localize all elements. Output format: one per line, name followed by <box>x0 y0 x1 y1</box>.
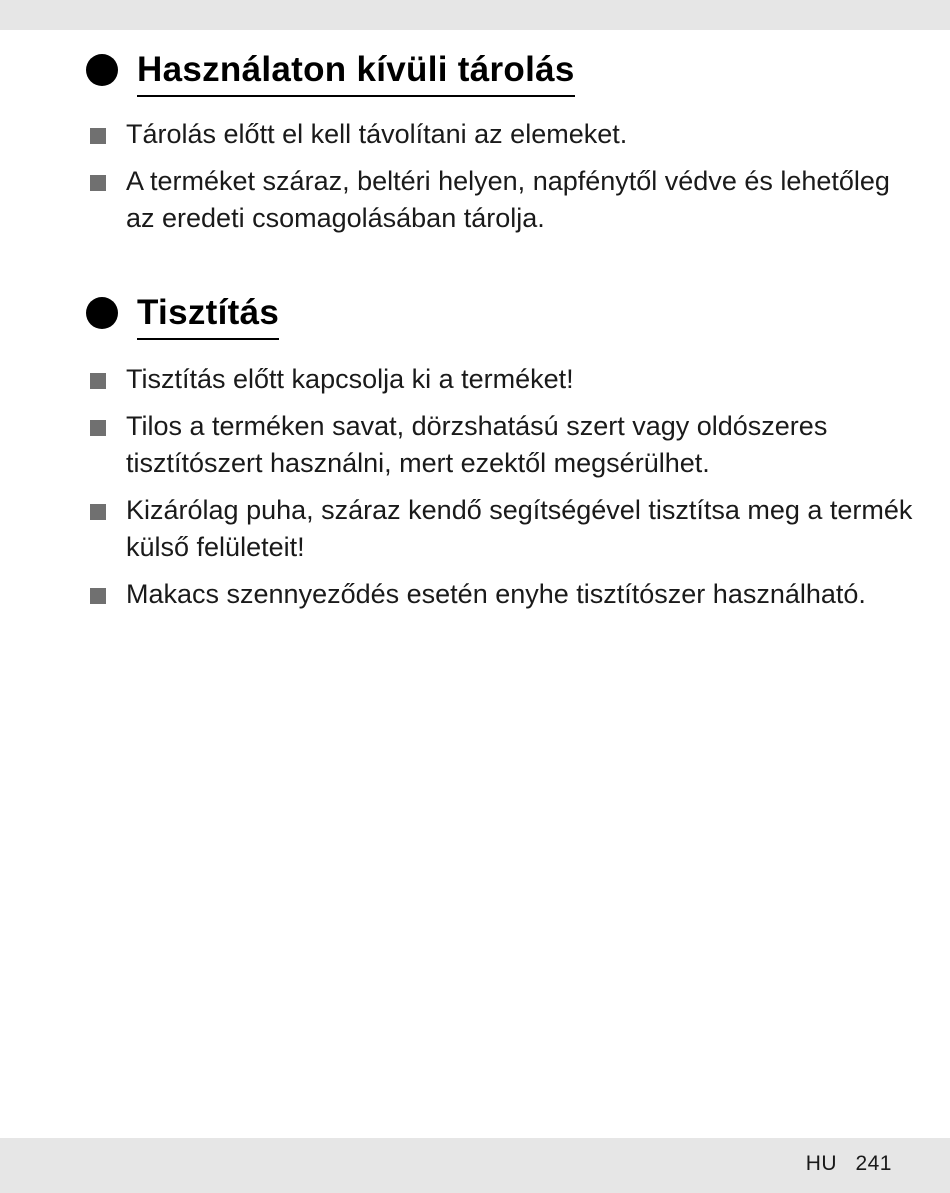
page-number: 241 <box>855 1152 892 1175</box>
heading-bullet-icon <box>86 297 118 329</box>
heading-title: Használaton kívüli tárolás <box>137 49 575 97</box>
heading-bullet-icon <box>86 54 118 86</box>
square-bullet-icon <box>90 420 106 436</box>
list-item-text: Kizárólag puha, száraz kendő segítségével tisztítsa meg a termék külső felületeit! <box>126 495 913 562</box>
list-item-text: Tisztítás előtt kapcsolja ki a terméket! <box>126 364 574 394</box>
list-item <box>86 163 916 237</box>
square-bullet-icon <box>90 128 106 144</box>
top-band <box>0 0 950 30</box>
list-item-text: Tilos a terméken savat, dörzshatású szert vagy oldószeres tisztítószert használni, mert ezektől megsérülhet. <box>126 411 828 478</box>
list-item <box>86 576 916 613</box>
bullet-list <box>86 361 916 613</box>
heading-title: Tisztítás <box>137 292 279 340</box>
square-bullet-icon <box>90 588 106 604</box>
list-item <box>86 116 916 153</box>
section-heading <box>86 289 916 337</box>
list-item-text: Tárolás előtt el kell távolítani az elemeket. <box>126 119 628 149</box>
square-bullet-icon <box>90 373 106 389</box>
section-heading <box>86 46 916 94</box>
list-item <box>86 361 916 398</box>
square-bullet-icon <box>90 175 106 191</box>
list-item <box>86 408 916 482</box>
list-item <box>86 492 916 566</box>
list-item-text: Makacs szennyeződés esetén enyhe tisztítószer használható. <box>126 579 866 609</box>
section-cleaning <box>86 289 916 623</box>
section-storage <box>86 46 916 247</box>
square-bullet-icon <box>90 504 106 520</box>
list-item-text: A terméket száraz, beltéri helyen, napfénytől védve és lehetőleg az eredeti csomagolásában tárolja. <box>126 166 890 233</box>
language-code: HU <box>805 1152 838 1175</box>
page-footer <box>806 1152 892 1176</box>
bullet-list <box>86 116 916 237</box>
